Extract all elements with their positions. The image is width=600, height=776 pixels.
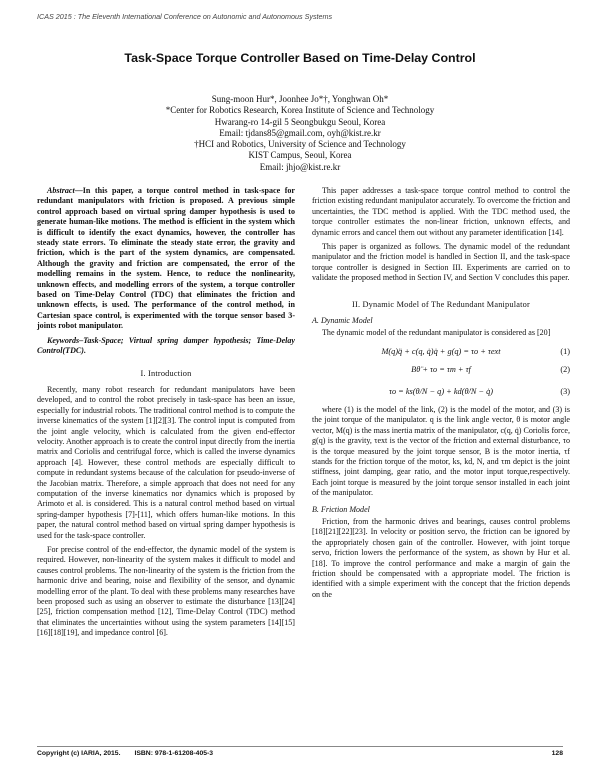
email-2: Email: jhjo@kist.re.kr xyxy=(259,161,341,172)
intro-paragraph: For precise control of the end-effector, the dynamic model of the system is required. However, non-linearity of the system makes it difficult to model and causes control problems. The non-linearity of the system is the friction from the harmonic drive and bearing, noise and flexibility of the sensor, and dynamic modelling error of the plant. To deal with these problems many researches have been proposed such as using an observer to estimate the disturbance [13][24][25], friction compensation method [12], Time-Delay Control (TDC) method that eliminates the uncertainties without using the system parameters [14][15][16][18][19], and impedance control [6]. xyxy=(37,545,295,638)
intro-paragraph: Recently, many robot research for redundant manipulators have been developed, and to control the robot precisely in task-space has been an issue, especially for industrial robots. The traditional control method is to compute the inverse kinematics of the system [1][2][3]. The control input is computed from the joint angle velocity, which is calculated from the given end-effector velocity. Another approach is to create the control input directly from the inertia matrix and Coriolis and centrifugal force, which is called the inverse dynamics approach [4]. However, these control methods are especially difficult to compute in redundant systems because of the calculation for pseudo-inverse of the Jacobian matrix. Therefore, a simple approach that does not need for any computation of the inverse kinematics nor dynamics which is proposed by Arimoto et al. is considered. This is a natural control method based on virtual spring-damper hypothesis [7]-[11], which offers human-like motions. In this paper, the natural control method based on virtual spring damper hypothesis is used for the task-space controller. xyxy=(37,384,295,540)
equation-2 xyxy=(312,361,570,379)
affiliation-1: *Center for Robotics Research, Korea Institute of Science and Technology xyxy=(165,105,435,116)
keywords-text: –Task-Space; Virtual spring damper hypothesis; Time-Delay Control(TDC). xyxy=(37,335,295,356)
intro-paragraph: This paper addresses a task-space torque control method to control the friction existing redundant manipulator accurately. To overcome the friction and uncertainties, the TDC method is applied. With the TDC method used, the torque controller estimates the non-linear friction, unknown effects, and dynamic errors and cancel them out without any parameter identification [14]. xyxy=(312,186,570,237)
abstract-label: Abstract— xyxy=(47,186,83,195)
page-number: 128 xyxy=(551,750,563,757)
equation-1-number: (1) xyxy=(560,346,570,356)
friction-model-text: Friction, from the harmonic drives and bearings, causes control problems [18][21][22][23]. In velocity or position servo, the friction can be ignored by the appropriately chosen gain of the controller. However, with joint torque servo, friction lowers the performance of the system, as shown by Hur et al. [18]. To improve the control performance and make a margin of gain the friction should be compensated with a appropriate model. The friction is identified with a simple experiment with the concept that the friction depends on the xyxy=(312,516,570,599)
right-column xyxy=(312,186,570,604)
author-block xyxy=(0,94,600,173)
footer-isbn: ISBN: 978-1-61208-405-3 xyxy=(134,750,214,757)
conference-header: ICAS 2015 : The Eleventh International Conference on Autonomic and Autonomous Systems xyxy=(37,12,333,21)
section-heading-dynamic-model: II. Dynamic Model of The Redundant Manipulator xyxy=(352,299,530,309)
intro-paragraph: This paper is organized as follows. The dynamic model of the redundant manipulator and the friction model is handled in Section II, and the task-space torque controller is designed in Section III. Experiments are carried on to validate the proposed method in Section IV, and Section V concludes this paper. xyxy=(312,242,570,283)
email-1: Email: tjdans85@gmail.com, oyh@kist.re.kr xyxy=(219,127,381,138)
address-1: Hwarang-ro 14-gil 5 Seongbukgu Seoul, Korea xyxy=(214,116,386,127)
keywords-label: Keywords xyxy=(47,335,80,345)
equation-2-number: (2) xyxy=(560,364,570,374)
equation-2-body: Bθ̈ + τo = τm + τf xyxy=(411,364,471,374)
equation-3 xyxy=(312,379,570,405)
author-names: Sung-moon Hur*, Joonhee Jo*†, Yonghwan Oh* xyxy=(211,94,389,104)
footer-copyright: Copyright (c) IARIA, 2015. xyxy=(37,750,121,757)
subsection-heading-dynamic-model: A. Dynamic Model xyxy=(312,316,373,326)
address-2: KIST Campus, Seoul, Korea xyxy=(248,150,352,161)
affiliation-2: †HCI and Robotics, University of Science and Technology xyxy=(194,139,406,150)
keywords xyxy=(37,336,295,357)
dynamic-model-intro: The dynamic model of the redundant manipulator is considered as [20] xyxy=(322,328,551,338)
equation-1 xyxy=(312,343,570,361)
abstract-text: In this paper, a torque control method in task-space for redundant manipulators with friction is proposed. A previous simple control approach based on virtual spring damper hypothesis is used to generate human-like motions. The method is efficient in the system which is difficult to identify the exact dynamics, however, the controller has steady state errors. To eliminate the steady state error, the gravity and friction, which is the part of the system dynamics, are compensated. Although the gravity and friction are compensated, the error of the modelling remains in the system. Hence, to reduce the nonlinearity, unknown effects, and modelling errors of the system, a torque controller based on Time-Delay Control (TDC) that eliminates the friction and unknown effects, is used. The performance of the control method, in Cartesian space control, is experimented with the torque sensor based 3-joints robot manipulator. xyxy=(37,186,295,331)
section-heading-introduction: I. Introduction xyxy=(140,368,192,378)
equation-3-body: τo = ks(θ/N − q) + kd(θ̇/N − q̇) xyxy=(388,386,494,396)
left-column xyxy=(37,186,295,643)
dynamic-model-text: where (1) is the model of the link, (2) is the model of the motor, and (3) is the joint torque of the manipulator. q is the link angle vector, θ is motor angle vector, M(q) is the mass inertia matrix of the manipulator, c(q, q̇) Coriolis force, g(q) is the gravity, τext is the vector of the friction and external disturbance, τo is the torque measured by the joint torque sensor, B is the motor inertia, τf stands for the friction torque of the motor, ks, kd, N, and τm depict is the joint stiffness, joint damping, gear ratio, and the motor input torque,respectively. Each joint torque is measured by the joint torque sensor installed in each joint of the manipulator. xyxy=(312,404,570,498)
equation-3-number: (3) xyxy=(560,386,570,396)
subsection-heading-friction-model: B. Friction Model xyxy=(312,504,370,514)
page-footer xyxy=(37,746,563,757)
equation-1-body: M(q)q̈ + c(q, q̇)q̇ + g(q) = τo + τext xyxy=(381,346,501,356)
abstract xyxy=(37,186,295,332)
paper-title: Task-Space Torque Controller Based on Time-Delay Control xyxy=(124,51,476,65)
